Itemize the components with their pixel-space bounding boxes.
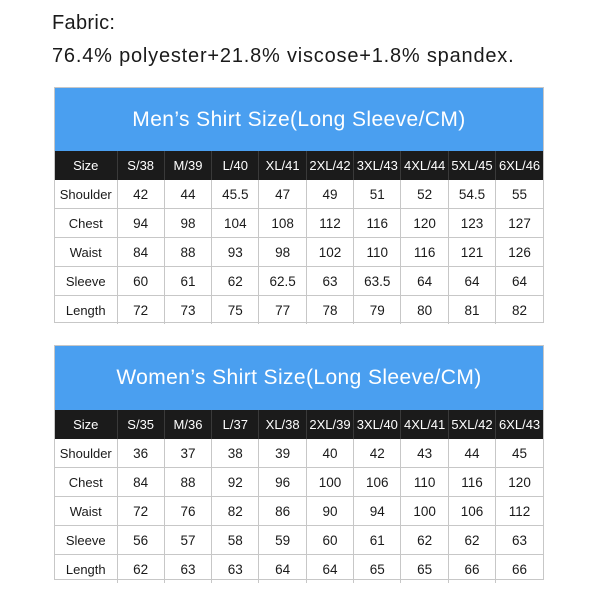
measurement-cell: 42	[117, 180, 164, 209]
measurement-cell: 79	[354, 296, 401, 325]
measurement-cell: 42	[354, 439, 401, 468]
measurement-cell: 51	[354, 180, 401, 209]
measurement-cell: 76	[164, 497, 211, 526]
measurement-cell: 84	[117, 468, 164, 497]
mens-size-table	[55, 151, 543, 324]
measurement-cell: 43	[401, 439, 448, 468]
fabric-label: Fabric:	[52, 12, 116, 34]
measurement-cell: 63	[164, 555, 211, 584]
measurement-cell: 112	[306, 209, 353, 238]
measurement-cell: 81	[448, 296, 495, 325]
measurement-cell: 66	[448, 555, 495, 584]
table-row	[55, 267, 543, 296]
measurement-cell: 123	[448, 209, 495, 238]
measurement-cell: 88	[164, 468, 211, 497]
header-size-label: Size	[55, 151, 117, 180]
measurement-cell: 39	[259, 439, 306, 468]
measurement-cell: 64	[306, 555, 353, 584]
fabric-composition: 76.4% polyester+21.8% viscose+1.8% spandex.	[52, 45, 515, 67]
measurement-cell: 55	[496, 180, 543, 209]
header-size-cell: 4XL/41	[401, 410, 448, 439]
measurement-cell: 73	[164, 296, 211, 325]
measurement-cell: 64	[259, 555, 306, 584]
measurement-cell: 44	[448, 439, 495, 468]
table-row	[55, 238, 543, 267]
measurement-cell: 102	[306, 238, 353, 267]
measurement-cell: 61	[354, 526, 401, 555]
mens-size-chart	[54, 87, 544, 323]
table-row	[55, 209, 543, 238]
header-size-cell: 2XL/42	[306, 151, 353, 180]
measurement-cell: 54.5	[448, 180, 495, 209]
measurement-cell: 64	[448, 267, 495, 296]
measurement-cell: 58	[212, 526, 259, 555]
measurement-cell: 63	[496, 526, 543, 555]
measurement-cell: 61	[164, 267, 211, 296]
measurement-cell: 65	[354, 555, 401, 584]
measurement-cell: 47	[259, 180, 306, 209]
header-size-cell: 6XL/46	[496, 151, 543, 180]
womens-chart-title: Women’s Shirt Size(Long Sleeve/CM)	[55, 346, 543, 410]
measurement-cell: 72	[117, 497, 164, 526]
row-label: Shoulder	[59, 445, 112, 461]
row-label: Chest	[55, 209, 117, 238]
measurement-cell: 120	[496, 468, 543, 497]
measurement-cell: 40	[306, 439, 353, 468]
table-row	[55, 180, 543, 209]
fabric-info	[52, 10, 592, 74]
measurement-cell: 60	[306, 526, 353, 555]
womens-size-table	[55, 410, 543, 583]
measurement-cell: 57	[164, 526, 211, 555]
header-size-cell: L/37	[212, 410, 259, 439]
row-label: Waist	[55, 238, 117, 267]
measurement-cell: 62.5	[259, 267, 306, 296]
measurement-cell: 110	[401, 468, 448, 497]
header-size-cell: XL/38	[259, 410, 306, 439]
measurement-cell: 82	[496, 296, 543, 325]
table-row	[55, 468, 543, 497]
header-size-cell: 3XL/40	[354, 410, 401, 439]
measurement-cell: 56	[117, 526, 164, 555]
measurement-cell: 64	[496, 267, 543, 296]
measurement-cell: 62	[401, 526, 448, 555]
row-label: Sleeve	[55, 267, 117, 296]
measurement-cell: 63	[306, 267, 353, 296]
header-size-cell: 3XL/43	[354, 151, 401, 180]
measurement-cell: 120	[401, 209, 448, 238]
header-size-cell: 5XL/45	[448, 151, 495, 180]
row-label: Shoulder	[59, 186, 112, 202]
table-header-row	[55, 151, 543, 180]
measurement-cell: 60	[117, 267, 164, 296]
measurement-cell: 116	[354, 209, 401, 238]
measurement-cell: 116	[448, 468, 495, 497]
measurement-cell: 110	[354, 238, 401, 267]
measurement-cell: 63	[212, 555, 259, 584]
header-size-label: Size	[55, 410, 117, 439]
measurement-cell: 98	[259, 238, 306, 267]
measurement-cell: 75	[212, 296, 259, 325]
measurement-cell: 77	[259, 296, 306, 325]
header-size-cell: M/36	[164, 410, 211, 439]
measurement-cell: 78	[306, 296, 353, 325]
row-label: Waist	[55, 497, 117, 526]
measurement-cell: 106	[354, 468, 401, 497]
table-row	[55, 296, 543, 325]
measurement-cell: 72	[117, 296, 164, 325]
row-label: Chest	[55, 468, 117, 497]
header-size-cell: 5XL/42	[448, 410, 495, 439]
measurement-cell: 44	[164, 180, 211, 209]
measurement-cell: 94	[117, 209, 164, 238]
measurement-cell: 104	[212, 209, 259, 238]
measurement-cell: 90	[306, 497, 353, 526]
measurement-cell: 96	[259, 468, 306, 497]
womens-size-chart	[54, 345, 544, 580]
table-header-row	[55, 410, 543, 439]
measurement-cell: 65	[401, 555, 448, 584]
measurement-cell: 63.5	[354, 267, 401, 296]
measurement-cell: 36	[117, 439, 164, 468]
table-row	[55, 555, 543, 584]
header-size-cell: 6XL/43	[496, 410, 543, 439]
measurement-cell: 64	[401, 267, 448, 296]
mens-chart-title: Men’s Shirt Size(Long Sleeve/CM)	[55, 88, 543, 151]
measurement-cell: 93	[212, 238, 259, 267]
measurement-cell: 116	[401, 238, 448, 267]
measurement-cell: 88	[164, 238, 211, 267]
measurement-cell: 37	[164, 439, 211, 468]
measurement-cell: 62	[117, 555, 164, 584]
measurement-cell: 62	[212, 267, 259, 296]
measurement-cell: 86	[259, 497, 306, 526]
table-row	[55, 526, 543, 555]
header-size-cell: 2XL/39	[306, 410, 353, 439]
measurement-cell: 100	[401, 497, 448, 526]
table-row	[55, 497, 543, 526]
measurement-cell: 49	[306, 180, 353, 209]
header-size-cell: S/35	[117, 410, 164, 439]
row-label: Sleeve	[55, 526, 117, 555]
measurement-cell: 92	[212, 468, 259, 497]
measurement-cell: 108	[259, 209, 306, 238]
measurement-cell: 112	[496, 497, 543, 526]
measurement-cell: 106	[448, 497, 495, 526]
measurement-cell: 62	[448, 526, 495, 555]
row-label: Length	[55, 555, 117, 584]
measurement-cell: 45	[496, 439, 543, 468]
table-row	[55, 439, 543, 468]
measurement-cell: 45.5	[212, 180, 259, 209]
measurement-cell: 126	[496, 238, 543, 267]
measurement-cell: 98	[164, 209, 211, 238]
measurement-cell: 94	[354, 497, 401, 526]
measurement-cell: 127	[496, 209, 543, 238]
header-size-cell: XL/41	[259, 151, 306, 180]
header-size-cell: S/38	[117, 151, 164, 180]
header-size-cell: M/39	[164, 151, 211, 180]
row-label: Length	[55, 296, 117, 325]
measurement-cell: 38	[212, 439, 259, 468]
measurement-cell: 82	[212, 497, 259, 526]
measurement-cell: 59	[259, 526, 306, 555]
header-size-cell: 4XL/44	[401, 151, 448, 180]
measurement-cell: 84	[117, 238, 164, 267]
header-size-cell: L/40	[212, 151, 259, 180]
measurement-cell: 121	[448, 238, 495, 267]
measurement-cell: 66	[496, 555, 543, 584]
measurement-cell: 80	[401, 296, 448, 325]
measurement-cell: 100	[306, 468, 353, 497]
measurement-cell: 52	[401, 180, 448, 209]
